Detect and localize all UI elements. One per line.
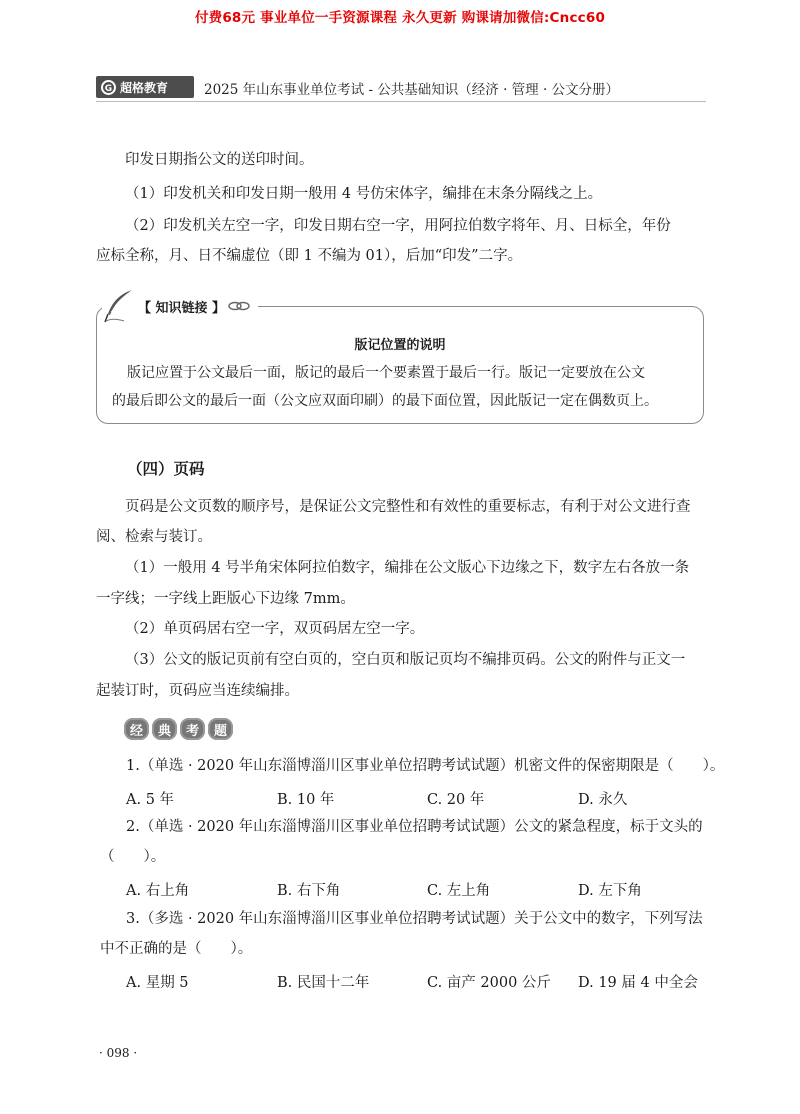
promo-banner-text: 付费68元 事业单位一手资源课程 永久更新 购课请加微信:Cncc60 [194,10,606,26]
question-2-stem-b: （ ）。 [100,849,166,865]
question-1-option-a: A. 5 年 [126,792,175,808]
question-3-stem-b: 中不正确的是（ ）。 [100,941,253,957]
question-3-option-d: D. 19 届 4 中全会 [578,975,698,991]
knowledge-label: 【 知识链接 】 [138,300,226,316]
banner-char: 题 [208,718,233,740]
page-number: · 098 · [99,1046,138,1060]
intro-item-1: （1）印发机关和印发日期一般用 4 号仿宋体字，编排在末条分隔线之上。 [125,186,603,202]
header-title: 2025 年山东事业单位考试 - 公共基础知识（经济 · 管理 · 公文分册） [204,82,620,98]
question-1-stem: 1.（单选 · 2020 年山东淄博淄川区事业单位招聘考试试题）机密文件的保密期限是（ ）。 [126,758,725,774]
section-p1a: 页码是公文页数的顺序号，是保证公文完整性和有效性的重要标志，有利于对公文进行查 [125,499,691,515]
knowledge-line-2: 的最后即公文的最后一面（公文应双面印刷）的最下面位置，因此版记一定在偶数页上。 [112,393,658,409]
section-p4a: （3）公文的版记页前有空白页的，空白页和版记页均不编排页码。公文的附件与正文一 [125,652,686,668]
banner-char: 经 [124,718,149,740]
knowledge-line-1: 版记应置于公文最后一面，版记的最后一个要素置于最后一行。版记一定要放在公文 [127,365,645,381]
chain-link-icon [228,301,250,311]
section-p3: （2）单页码居右空一字，双页码居左空一字。 [125,621,425,637]
question-3-stem-a: 3.（多选 · 2020 年山东淄博淄川区事业单位招聘考试试题）关于公文中的数字，下列写法 [126,911,703,927]
logo-g-icon: G [101,80,116,95]
knowledge-title: 版记位置的说明 [354,338,446,353]
page-header [96,76,706,100]
quill-pen-icon [102,288,136,324]
question-2-stem-a: 2.（单选 · 2020 年山东淄博淄川区事业单位招聘考试试题）公文的紧急程度，标于文头的 [126,819,703,835]
section-p4b: 起装订时，页码应当连续编排。 [96,683,299,699]
publisher-logo [96,76,194,98]
section-p2b: 一字线；一字线上距版心下边缘 7mm。 [96,591,355,607]
header-divider [96,101,706,102]
question-1-option-b: B. 10 年 [277,792,335,808]
section-p1b: 阅、检索与装订。 [96,529,212,545]
intro-item-2a: （2）印发机关左空一字，印发日期右空一字，用阿拉伯数字将年、月、日标全，年份 [125,218,671,234]
question-1-option-d: D. 永久 [578,792,628,808]
section-heading: （四）页码 [127,460,205,478]
question-2-option-c: C. 左上角 [427,883,491,899]
section-p2a: （1）一般用 4 号半角宋体阿拉伯数字，编排在公文版心下边缘之下，数字左右各放一条 [125,560,690,576]
banner-char: 典 [152,718,177,740]
question-2-option-d: D. 左下角 [578,883,642,899]
classic-questions-banner [124,718,233,740]
logo-text: 超格教育 [120,80,169,95]
question-1-option-c: C. 20 年 [427,792,485,808]
question-2-option-a: A. 右上角 [126,883,190,899]
question-2-option-b: B. 右下角 [277,883,341,899]
question-3-option-b: B. 民国十二年 [277,975,370,991]
knowledge-label-group [102,288,258,324]
question-3-option-a: A. 星期 5 [126,975,189,991]
question-3-option-c: C. 亩产 2000 公斤 [427,975,551,991]
intro-item-2b: 应标全称，月、日不编虚位（即 1 不编为 01），后加“印发”二字。 [96,248,523,264]
intro-line: 印发日期指公文的送印时间。 [125,152,314,168]
banner-char: 考 [180,718,205,740]
